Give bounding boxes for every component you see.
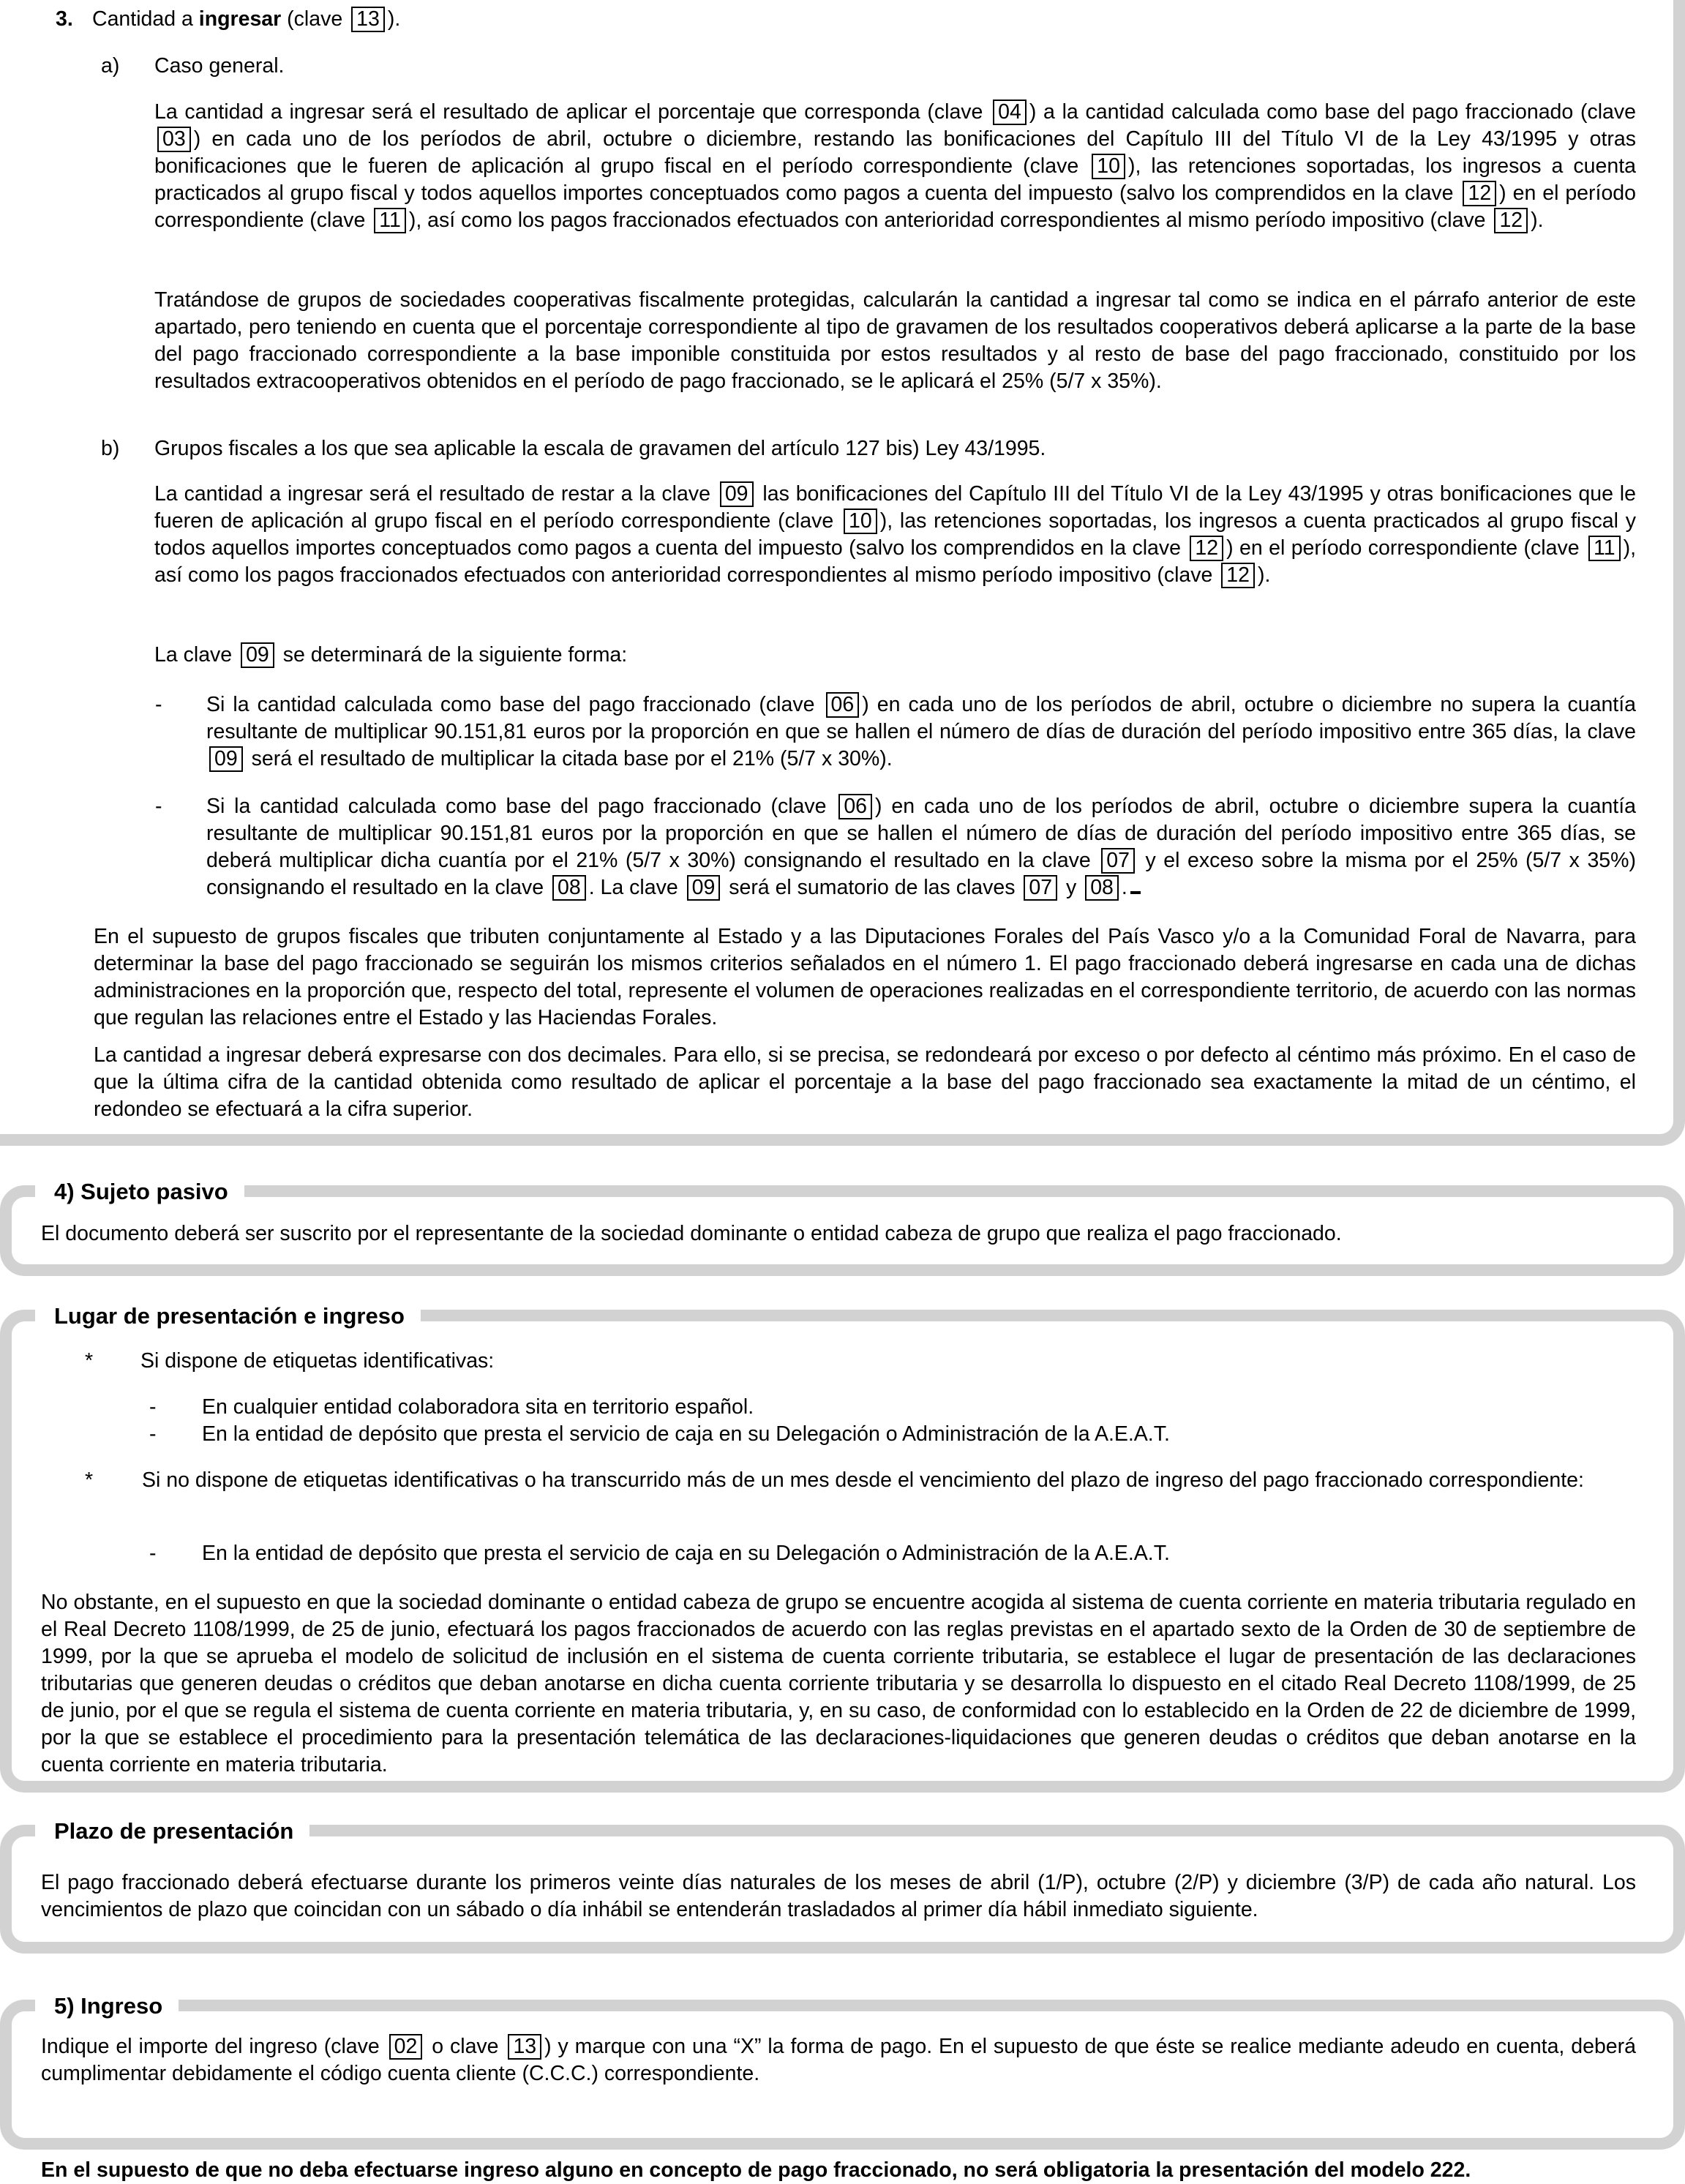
lugar-bullet-2: Si no dispone de etiquetas identificativas o ha transcurrido más de un mes desde el vencimiento del plazo de ingreso del pago fraccionado correspondiente: [142, 1468, 1584, 1492]
key-box: 10 [1092, 154, 1125, 179]
key-box: 11 [1588, 536, 1621, 561]
key-box: 06 [838, 794, 872, 819]
key-box: 03 [157, 127, 191, 152]
lugar-paragraph: No obstante, en el supuesto en que la sociedad dominante o entidad cabeza de grupo se encuentre acogida al sistema de cuenta corriente en materia tributaria regulado en el Real Decreto 1108/1999, de 25 de junio, efectuará los pagos fraccionados de acuerdo con las reglas previstas en el apartado sexto de la Orden de 30 de septiembre de 1999, por la que se aprueba el modelo de solicitud de inclusión en el sistema de cuenta corriente tributaria, se establece el lugar de presentación de las declaraciones tributarias que generen deudas o créditos que deban anotarse en dicha cuenta corriente tributaria y se desarrolla lo dispuesto en el citado Real Decreto 1108/1999, de 25 de junio, por el que se regula el sistema de cuenta corriente en materia tributaria, y, en su caso, de conformidad con lo establecido en la Orden de 22 de diciembre de 1999, por la que se establece el procedimiento para la presentación telemática de las declaraciones-liquidaciones que generen deudas o créditos que deban anotarse en la cuenta corriente en materia tributaria. [41, 1591, 1636, 1776]
key-box: 07 [1101, 848, 1135, 874]
section-4-title: 4) Sujeto pasivo [35, 1177, 244, 1207]
key-box: 04 [993, 100, 1027, 125]
key-box: 11 [374, 208, 406, 233]
item-b-paragraph-2: La clave 09 se determinará de la siguiente forma: [154, 643, 628, 667]
key-box: 12 [1221, 563, 1255, 588]
lugar-bullet-1-dash-2: En la entidad de depósito que presta el servicio de caja en su Delegación o Administración de la A.E.A.T. [202, 1422, 1170, 1446]
decimals-paragraph: La cantidad a ingresar deberá expresarse con dos decimales. Para ello, si se precisa, se redondeará por exceso o por defecto al céntimo más próximo. En el caso de que la última cifra de la cantidad obtenida como resultado de aplicar el porcentaje a la base del pago fraccionado sea exactamente la mitad de un céntimo, el redondeo se efectuará a la cifra superior. [94, 1043, 1636, 1121]
section-5-title: 5) Ingreso [35, 1992, 179, 2021]
dash-marker: - [149, 1542, 157, 1565]
key-box: 13 [508, 2034, 541, 2060]
item-a-heading: Caso general. [154, 54, 285, 78]
key-box: 09 [241, 642, 274, 668]
dash-marker: - [155, 693, 162, 716]
item-label-b: b) [101, 437, 120, 460]
dash-marker: - [149, 1395, 157, 1419]
dash-marker: - [155, 795, 162, 818]
section-lugar-title: Lugar de presentación e ingreso [35, 1302, 421, 1331]
section-5-text: Indique el importe del ingreso (clave 02 o clave 13 ) y marque con una “X” la forma de pago. En el supuesto de que éste se realice mediante adeudo en cuenta, deberá cumplimentar debidamente el código cuenta cliente (C.C.C.) correspondiente. [41, 2035, 1636, 2085]
key-box: 09 [687, 875, 721, 901]
item-b-heading: Grupos fiscales a los que sea aplicable la escala de gravamen del artículo 127 bis) Ley 43/1995. [154, 437, 1046, 460]
item-b-dash-1: Si la cantidad calculada como base del pago fraccionado (clave 06 ) en cada uno de los períodos de abril, octubre o diciembre no supera la cuantía resultante de multiplicar 90.151,81 euros por la proporción en que se hallen el número de días de duración del período impositivo entre 365 días, la clave 09 será el resultado de multiplicar la citada base por el 21% (5/7 x 30%). [206, 693, 1636, 770]
key-box [1130, 891, 1141, 894]
key-box: 02 [389, 2034, 423, 2060]
key-box: 12 [1463, 181, 1496, 206]
item-b-paragraph-1: La cantidad a ingresar será el resultado de restar a la clave 09 las bonificaciones del Capítulo III del Título VI de la Ley 43/1995 y otras bonificaciones que le fueren de aplicación al grupo fiscal en el período correspondiente (clave 10 ), las retenciones soportadas, los ingresos a cuenta practicados al grupo fiscal y todos aquellos importes conceptuados como pagos a cuenta del impuesto (salvo los comprendidos en la clave 12 ) en el período correspondiente (clave 11 ), así como los pagos fraccionados efectuados con anterioridad correspondientes al mismo período impositivo (clave 12 ). [154, 482, 1637, 587]
bullet-marker: * [85, 1349, 94, 1373]
item-a-paragraph-2: Tratándose de grupos de sociedades cooperativas fiscalmente protegidas, calcularán la cantidad a ingresar tal como se indica en el párrafo anterior de este apartado, pero teniendo en cuenta que el porcentaje correspondiente al tipo de gravamen de los resultados cooperativos deberá aplicarse a la parte de la base del pago fraccionado correspondiente a la base imponible constituida por estos resultados y al resto de base del pago fraccionado, constituido por los resultados extracooperativos obtenidos en el período de pago fraccionado, se le aplicará el 25% (5/7 x 35%). [154, 288, 1636, 393]
foral-paragraph: En el supuesto de grupos fiscales que tributen conjuntamente al Estado y a las Diputaciones Forales del País Vasco y/o a la Comunidad Foral de Navarra, para determinar la base del pago fraccionado se seguirán los mismos criterios señalados en el número 1. El pago fraccionado deberá ingresarse en cada una de dichas administraciones en la proporción que, respecto del total, represente el volumen de operaciones realizadas en el correspondiente territorio, de acuerdo con las normas que regulan las relaciones entre el Estado y las Haciendas Forales. [94, 925, 1636, 1029]
item-b-dash-2: Si la cantidad calculada como base del pago fraccionado (clave 06 ) en cada uno de los períodos de abril, octubre o diciembre supera la cuantía resultante de multiplicar 90.151,81 euros por la proporción en que se hallen el número de días de duración del período impositivo entre 365 días, se deberá multiplicar dicha cuantía por el 21% (5/7 x 30%) consignando el resultado en la clave 07 y el exceso sobre la misma por el 25% (5/7 x 35%) consignando el resultado en la clave 08 . La clave 09 será el sumatorio de las claves 07 y 08 . [206, 795, 1636, 899]
lugar-bullet-1-dash-1: En cualquier entidad colaboradora sita en territorio español. [202, 1395, 754, 1419]
key-box: 08 [1085, 875, 1119, 901]
key-box: 10 [844, 509, 877, 534]
key-box: 12 [1190, 536, 1223, 561]
key-box: 12 [1494, 208, 1528, 233]
bullet-marker: * [85, 1468, 94, 1492]
dash-marker: - [149, 1422, 157, 1446]
section-plazo-text: El pago fraccionado deberá efectuarse durante los primeros veinte días naturales de los meses de abril (1/P), octubre (2/P) y diciembre (3/P) de cada año natural. Los vencimientos de plazo que coincidan con un sábado o día inhábil se entenderán trasladados al primer día hábil inmediato siguiente. [41, 1871, 1636, 1921]
item-label-a: a) [101, 54, 120, 78]
key-box: 13 [351, 7, 385, 32]
lugar-bullet-1: Si dispone de etiquetas identificativas: [140, 1349, 495, 1373]
footer-note: En el supuesto de que no deba efectuarse ingreso alguno en concepto de pago fraccionado, no será obligatoria la presentación del modelo 222. [41, 2158, 1471, 2182]
key-box: 06 [826, 692, 860, 718]
key-box: 09 [720, 481, 754, 507]
section-number: 3. [56, 7, 73, 31]
lugar-bullet-2-dash-1: En la entidad de depósito que presta el servicio de caja en su Delegación o Administración de la A.E.A.T. [202, 1542, 1170, 1565]
key-box: 09 [209, 746, 243, 772]
item-a-paragraph-1: La cantidad a ingresar será el resultado de aplicar el porcentaje que corresponda (clave 04 ) a la cantidad calculada como base del pago fraccionado (clave 03 ) en cada uno de los períodos de abril, octubre o diciembre, restando las bonificaciones del Capítulo III del Título VI de la Ley 43/1995 y otras bonificaciones que le fueren de aplicación al grupo fiscal en el período correspondiente (clave 10 ), las retenciones soportadas, los ingresos a cuenta practicados al grupo fiscal y todos aquellos importes conceptuados como pagos a cuenta del impuesto (salvo los comprendidos en la clave 12 ) en el período correspondiente (clave 11 ), así como los pagos fraccionados efectuados con anterioridad correspondientes al mismo período impositivo (clave 12 ). [154, 100, 1637, 232]
section-plazo-title: Plazo de presentación [35, 1817, 309, 1846]
section-4-text: El documento deberá ser suscrito por el representante de la sociedad dominante o entidad cabeza de grupo que realiza el pago fraccionado. [41, 1222, 1342, 1245]
key-box: 07 [1024, 875, 1057, 901]
section-3-heading: 3. Cantidad a ingresar (clave 13 ). [56, 6, 400, 33]
key-box: 08 [552, 875, 586, 901]
